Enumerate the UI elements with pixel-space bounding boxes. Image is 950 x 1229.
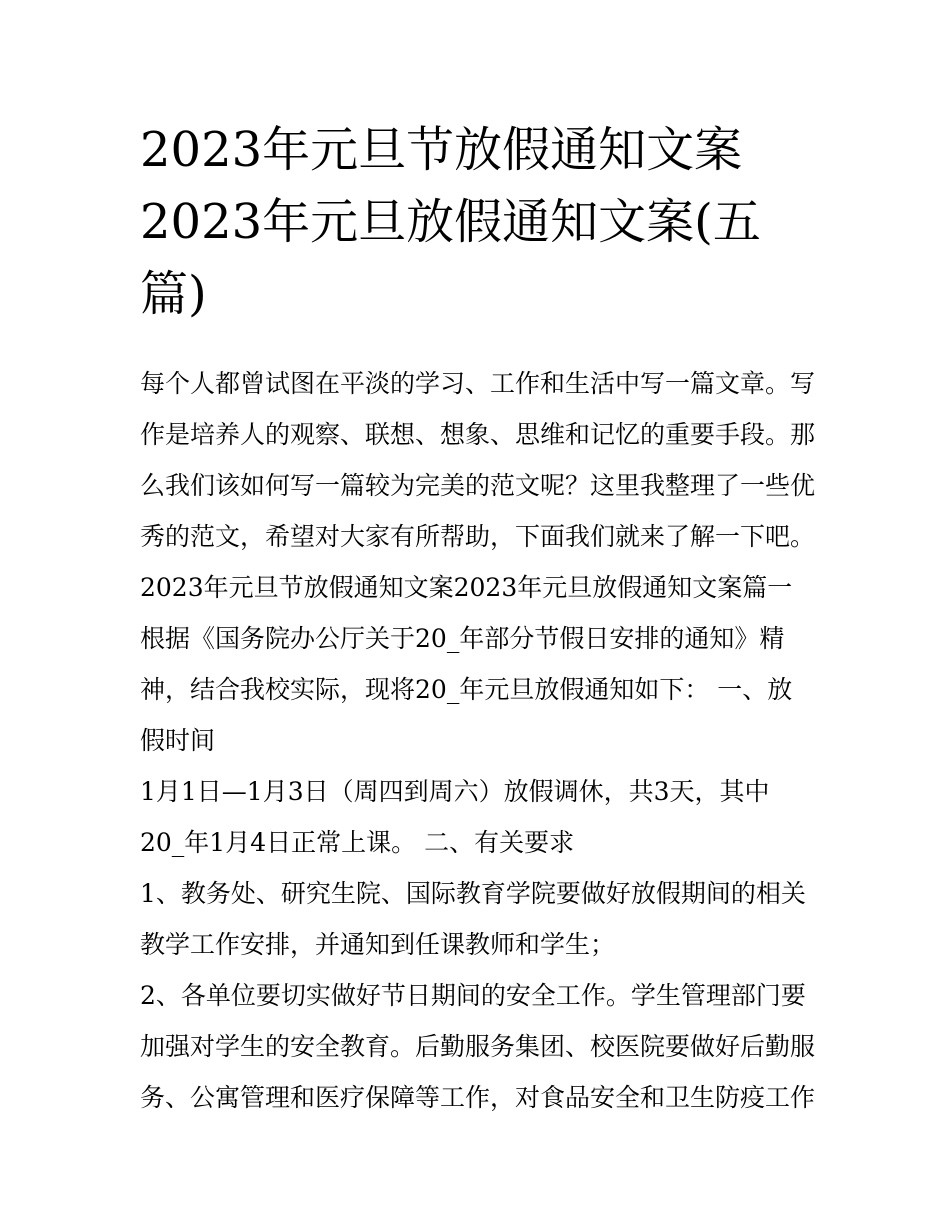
body-line: 务、公寓管理和医疗保障等工作，对食品安全和卫生防疫工作 [140, 1083, 816, 1112]
body-line: 1月1日—1月3日（周四到周六）放假调休，共3天，其中 [140, 777, 770, 806]
body-line: 根据《国务院办公厅关于20_年部分节假日安排的通知》精 [140, 624, 785, 653]
document-title [140, 114, 830, 330]
body-line: 加强对学生的安全教育。后勤服务集团、校医院要做好后勤服 [140, 1032, 816, 1061]
body-line: 教学工作安排，并通知到任课教师和学生； [140, 930, 616, 959]
body-line: 每个人都曾试图在平淡的学习、工作和生活中写一篇文章。写 [140, 369, 816, 398]
body-line: 1、教务处、研究生院、国际教育学院要做好放假期间的相关 [140, 879, 806, 908]
title-line-3: 篇) [140, 266, 207, 322]
body-line: 秀的范文，希望对大家有所帮助，下面我们就来了解一下吧。 [140, 522, 816, 551]
document-body [140, 358, 830, 1123]
body-line: 2、各单位要切实做好节日期间的安全工作。学生管理部门要 [140, 981, 806, 1010]
body-line: 2023年元旦节放假通知文案2023年元旦放假通知文案篇一 [140, 573, 793, 602]
title-line-1: 2023年元旦节放假通知文案 [140, 122, 743, 178]
title-line-2: 2023年元旦放假通知文案(五 [140, 194, 761, 250]
body-line: 神，结合我校实际，现将20_年元旦放假通知如下： 一、放 [140, 675, 793, 704]
body-line: 作是培养人的观察、联想、想象、思维和记忆的重要手段。那 [140, 420, 816, 449]
body-line: 么我们该如何写一篇较为完美的范文呢？这里我整理了一些优 [140, 471, 816, 500]
body-line: 假时间 [140, 726, 216, 755]
body-line: 20_年1月4日正常上课。 二、有关要求 [140, 828, 575, 857]
